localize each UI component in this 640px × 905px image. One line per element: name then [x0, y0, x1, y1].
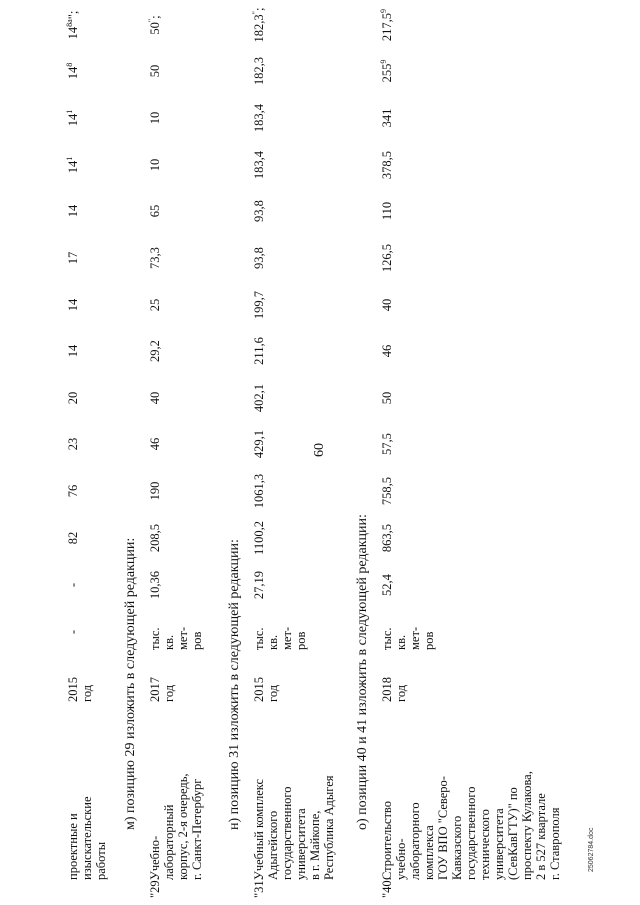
cost-cell: 863,5: [380, 523, 394, 553]
row-number: "31.: [252, 877, 266, 898]
note-n: н) позицию 31 изложить в следующей редакции:: [227, 539, 242, 830]
value-cell: $14^1$: [64, 156, 80, 174]
footnote-mark: 1: [64, 109, 74, 114]
row-unit: тыс. кв. мет- ров: [252, 626, 308, 650]
value-cell: 57,5: [380, 433, 394, 455]
value-cell: 50: [380, 391, 394, 405]
value-cell: 182,3: [252, 56, 266, 86]
value-cell: $14^1$: [64, 109, 80, 127]
value-cell: $14^8$: [64, 62, 80, 80]
row-name: проектные и изыскательские работы: [66, 796, 108, 880]
rotated-table: [64, 7, 586, 898]
page-number: 60: [312, 443, 327, 457]
note-m: м) позицию 29 изложить в следующей редакции:: [123, 537, 138, 830]
value-cell: 126,5: [380, 243, 394, 273]
row-name: Учебный комплекс Адыгейского государственного университета в г. Майкопе, Республика Адыгея: [252, 775, 336, 880]
value-cell: 183,4: [252, 103, 266, 133]
capacity-cell: 27,19: [252, 570, 266, 600]
cost-cell: 208,5: [148, 523, 162, 553]
row-tail: ;: [148, 15, 162, 19]
row-tail: ";: [66, 10, 80, 20]
value-cell: 40: [148, 391, 162, 405]
value-cell: 182,3";: [250, 7, 266, 43]
row-year: 2015 год: [66, 677, 94, 702]
row-unit: тыс. кв. мет- ров: [380, 626, 436, 650]
row-tail: ;: [252, 7, 266, 12]
value-cell: 23: [66, 437, 80, 451]
value-cell: 14: [66, 298, 80, 312]
value-cell: 20: [66, 391, 80, 405]
value-cell: 46: [148, 437, 162, 451]
value-cell: 110: [380, 201, 394, 221]
value-cell: 93,8: [252, 200, 266, 222]
value-cell: 14: [66, 344, 80, 358]
footnote-mark: ": [250, 11, 260, 15]
row-name: Учебно- лабораторный корпус, 2-я очередь, г. Санкт-Петербург: [148, 773, 204, 880]
value-cell: 190: [148, 481, 162, 501]
value-cell: 82: [66, 531, 80, 545]
value-cell: 46: [380, 344, 394, 358]
document-footer: 25062784.doc: [588, 827, 595, 872]
value-cell: 758,5: [380, 476, 394, 506]
value-cell: 65: [148, 204, 162, 218]
value-cell: 10: [148, 158, 162, 172]
value-cell: 217,5$^9$: [378, 8, 394, 42]
capacity-cell: 10,36: [148, 570, 162, 600]
capacity-cell: -: [66, 629, 80, 635]
row-year: 2015 год: [252, 677, 280, 702]
row-year: 2018 год: [380, 677, 408, 702]
footnote-mark: 1: [64, 156, 74, 161]
note-o: о) позиции 40 и 41 изложить в следующей редакции:: [355, 514, 370, 830]
value-cell: 1061,3: [252, 473, 266, 509]
value-cell: 10: [148, 111, 162, 125]
row-year: 2017 год: [148, 677, 176, 702]
value-cell: $255^9$: [378, 59, 394, 83]
value-cell: 199,7: [252, 290, 266, 320]
value-cell: 29,2: [148, 340, 162, 362]
cost-cell: -: [66, 582, 80, 588]
footnote-mark: 8а: [64, 19, 74, 27]
value-cell: 50";: [146, 15, 162, 35]
value-cell: 93,8: [252, 247, 266, 269]
value-cell: 378,5: [380, 150, 394, 180]
capacity-cell: 52,4: [380, 574, 394, 596]
value-cell: 25: [148, 298, 162, 312]
value-cell: 40: [380, 298, 394, 312]
value-cell: 402,1: [252, 383, 266, 413]
value-cell: 341: [380, 108, 394, 128]
value-cell: 14: [66, 204, 80, 218]
cost-cell: 1100,2: [252, 521, 266, 555]
value-cell: 73,3: [148, 247, 162, 269]
row-unit: тыс. кв. мет- ров: [148, 626, 204, 650]
value-cell: 183,4: [252, 150, 266, 180]
value-cell: 211,6: [252, 337, 266, 365]
footnote-mark: 9: [378, 8, 388, 13]
value-cell: 50: [148, 64, 162, 78]
value-cell: 17: [66, 251, 80, 265]
row-number: "40.: [380, 877, 394, 898]
footnote-mark: 9: [378, 59, 388, 64]
value-cell: $14^{8а}$";: [64, 10, 80, 40]
footnote-mark: 8: [64, 62, 74, 67]
footnote-mark: ": [146, 18, 156, 23]
value-cell: 76: [66, 484, 80, 498]
row-name: Строительство учебно- лабораторного комплекса ГОУ ВПО "Северо- Кавказского государственного технического университета (СевКавГТУ)" по проспекту Кулакова, 2 в 527 квартале г. Ставрополя: [380, 771, 562, 880]
value-cell: 429,1: [252, 429, 266, 459]
row-number: "29.: [148, 877, 162, 898]
